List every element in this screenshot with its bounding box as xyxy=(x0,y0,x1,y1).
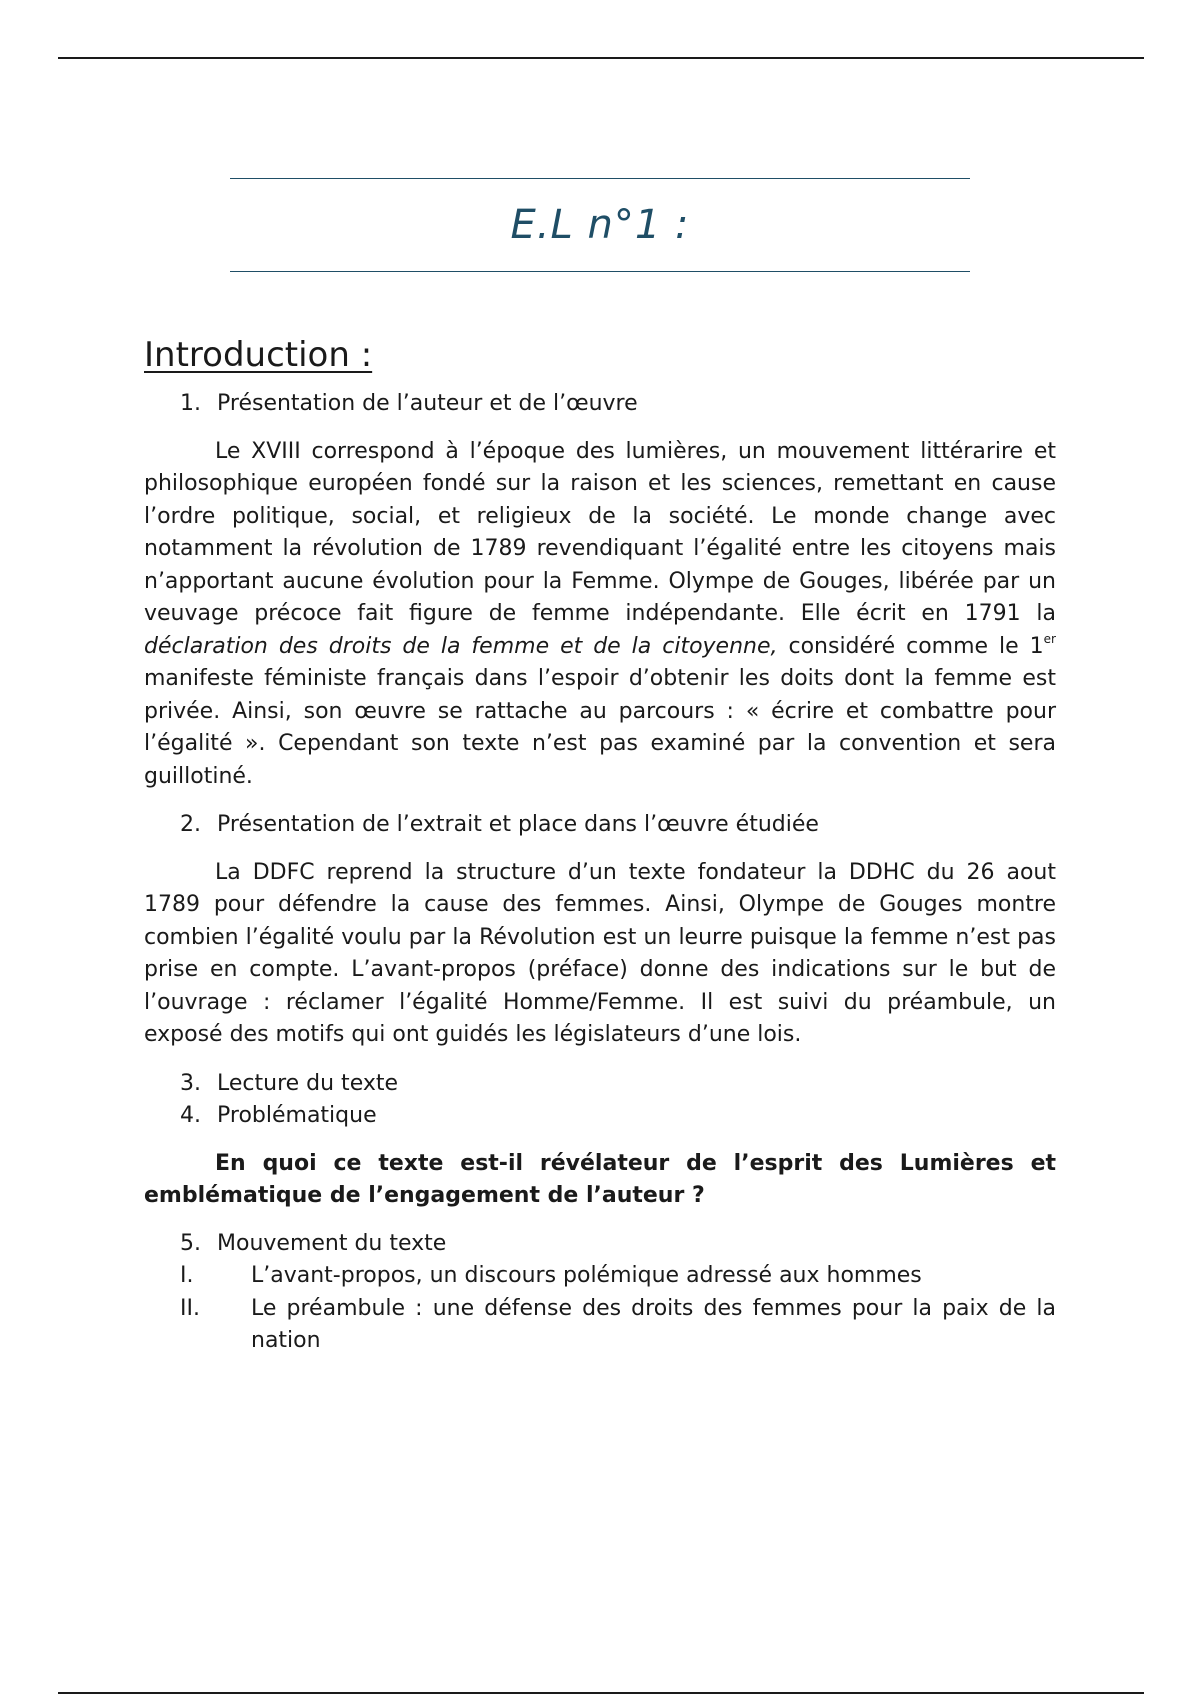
section-2-number: 2. xyxy=(180,812,201,837)
movement-2-number: II. xyxy=(180,1295,200,1321)
section-1-title: Présentation de l’auteur et de l’œuvre xyxy=(217,391,638,416)
section-4-number: 4. xyxy=(180,1103,201,1128)
section-2-heading xyxy=(144,809,1056,842)
section-1-text-part2: considéré comme le 1 xyxy=(777,633,1044,659)
introduction-heading: Introduction : xyxy=(144,335,373,375)
section-3-heading xyxy=(144,1068,1056,1101)
section-4-heading xyxy=(144,1100,1056,1133)
ordinal-superscript: er xyxy=(1043,631,1056,646)
movement-2 xyxy=(144,1293,1056,1358)
section-2-paragraph: La DDFC reprend la structure d’un texte fondateur la DDHC du 26 aout 1789 pour défendre la cause des femmes. Ainsi, Olympe de Gouges montre combien l’égalité voulu par la Révolution est un leurre puisque la femme n’est pas prise en compte. L’avant-propos (préface) donne des indications sur le but de l’ouvrage : réclamer l’égalité Homme/Femme. Il est suivi du préambule, un exposé des motifs qui ont guidés les législateurs d’une lois. xyxy=(144,859,1056,1047)
section-1-text-part1: Le XVIII correspond à l’époque des lumières, un mouvement littérarire et philosophique européen fondé sur la raison et les sciences, remettant en cause l’ordre politique, social, et religieux de la société. Le monde change avec notamment la révolution de 1789 revendiquant l’égalité entre les citoyens mais n’apportant aucune évolution pour la Femme. Olympe de Gouges, libérée par un veuvage précoce fait figure de femme indépendante. Elle écrit en 1791 la xyxy=(144,438,1056,626)
problematique-question: En quoi ce texte est-il révélateur de l’esprit des Lumières et emblématique de l’engagement de l’auteur ? xyxy=(144,1150,1056,1208)
movement-2-text: Le préambule : une défense des droits des femmes pour la paix de la nation xyxy=(251,1295,1056,1353)
movement-1-text: L’avant-propos, un discours polémique adressé aux hommes xyxy=(251,1263,922,1288)
section-3-title: Lecture du texte xyxy=(217,1070,399,1096)
section-1-paragraph xyxy=(144,436,1056,794)
bottom-page-rule xyxy=(58,1692,1144,1694)
section-5-heading xyxy=(144,1228,1056,1261)
title-bottom-rule xyxy=(230,271,970,272)
top-page-rule xyxy=(58,57,1144,59)
document-body xyxy=(144,330,1056,1358)
movement-1 xyxy=(144,1260,1056,1293)
work-title: déclaration des droits de la femme et de la citoyenne, xyxy=(144,633,778,659)
section-3-number: 3. xyxy=(180,1070,201,1096)
section-1-number: 1. xyxy=(180,391,201,416)
section-5-number: 5. xyxy=(180,1230,201,1256)
document-title: E.L n°1 : xyxy=(510,202,690,248)
section-1-text-part3: manifeste féministe français dans l’espoir d’obtenir les doits dont la femme est privée. Ainsi, son œuvre se rattache au parcours : « écrire et combattre pour l’égalité ». Cependant son texte n’est pas examiné par la convention et sera guillotiné. xyxy=(144,666,1056,789)
section-4-title: Problématique xyxy=(217,1103,377,1128)
movement-1-number: I. xyxy=(180,1263,194,1288)
section-5-title: Mouvement du texte xyxy=(217,1230,447,1256)
section-1-heading xyxy=(144,388,1056,421)
section-2-title: Présentation de l’extrait et place dans l’œuvre étudiée xyxy=(217,812,819,837)
title-block xyxy=(230,178,970,272)
